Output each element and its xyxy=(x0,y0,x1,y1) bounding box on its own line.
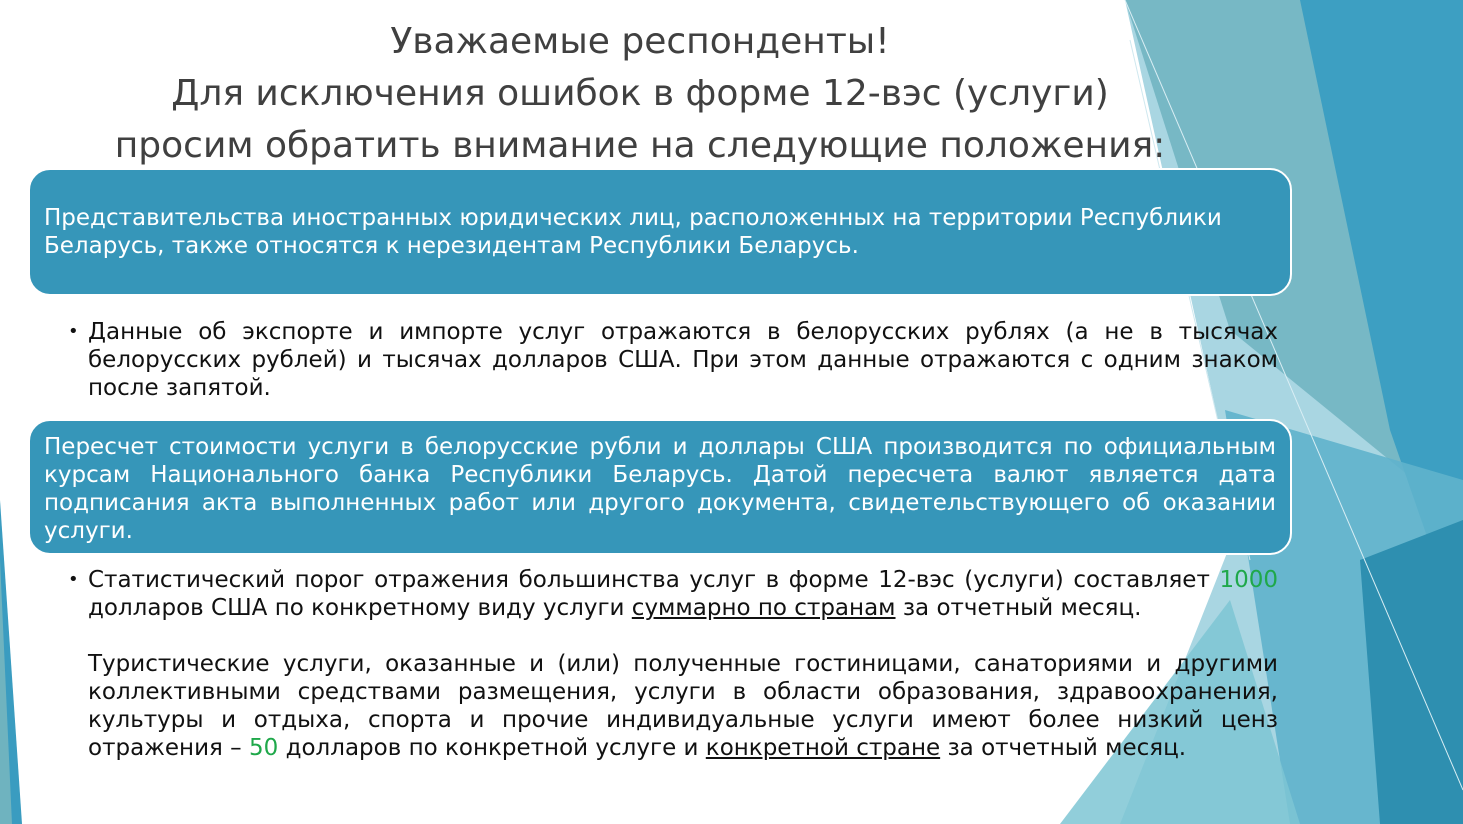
underlined-summary-by-countries: суммарно по странам xyxy=(631,595,896,621)
tourism-paragraph xyxy=(88,650,1278,762)
title-line-2: Для исключения ошибок в форме 12-вэс (услуги) xyxy=(171,73,1109,114)
title-line-1: Уважаемые респонденты! xyxy=(390,21,890,62)
callout-2-text: Пересчет стоимости услуги в белорусские рубли и доллары США производится по официальным курсам Национального банка Республики Беларусь. Датой пересчета валют является дата подписания акта выполненных работ или другого документа, свидетельствующего об оказании услуги. xyxy=(44,434,1276,544)
bullet-list-threshold xyxy=(68,566,1278,762)
bullet-item-threshold xyxy=(68,566,1278,762)
bullet-list-currency xyxy=(68,318,1278,402)
tourism-text-1: Туристические услуги, оказанные и (или) полученные гостиницами, санаториями и другими коллективными средствами размещения, услуги в области образования, здравоохранения, культуры и отдыха, спорта и прочие индивидуальные услуги имеют более низкий ценз отражения – xyxy=(88,651,1278,761)
slide-title xyxy=(40,16,1240,172)
bullet-item-currency xyxy=(68,318,1278,402)
threshold-text-1: Статистический порог отражения большинства услуг в форме 12-вэс (услуги) составляет xyxy=(88,567,1220,593)
bullet-marker: • xyxy=(68,321,79,342)
bullet-1-text: Данные об экспорте и импорте услуг отражаются в белорусских рублях (а не в тысячах белорусских рублей) и тысячах долларов США. При этом данные отражаются с одним знаком после запятой. xyxy=(88,319,1278,401)
bullet-marker: • xyxy=(68,569,79,590)
threshold-text-2: долларов США по конкретному виду услуги xyxy=(88,595,632,621)
threshold-value-50: 50 xyxy=(248,735,279,761)
threshold-value-1000: 1000 xyxy=(1219,567,1278,593)
threshold-text-3: за отчетный месяц. xyxy=(895,595,1142,621)
underlined-specific-country: конкретной стране xyxy=(705,735,941,761)
callout-representative-offices xyxy=(28,168,1292,296)
title-line-3: просим обратить внимание на следующие положения: xyxy=(114,125,1166,166)
tourism-text-2: долларов по конкретной услуге и xyxy=(278,735,706,761)
tourism-text-3: за отчетный месяц. xyxy=(940,735,1187,761)
callout-exchange-rate xyxy=(28,419,1292,555)
threshold-paragraph xyxy=(88,566,1278,622)
callout-1-text: Представительства иностранных юридических лиц, расположенных на территории Республики Беларусь, также относятся к нерезидентам Республики Беларусь. xyxy=(44,205,1222,259)
